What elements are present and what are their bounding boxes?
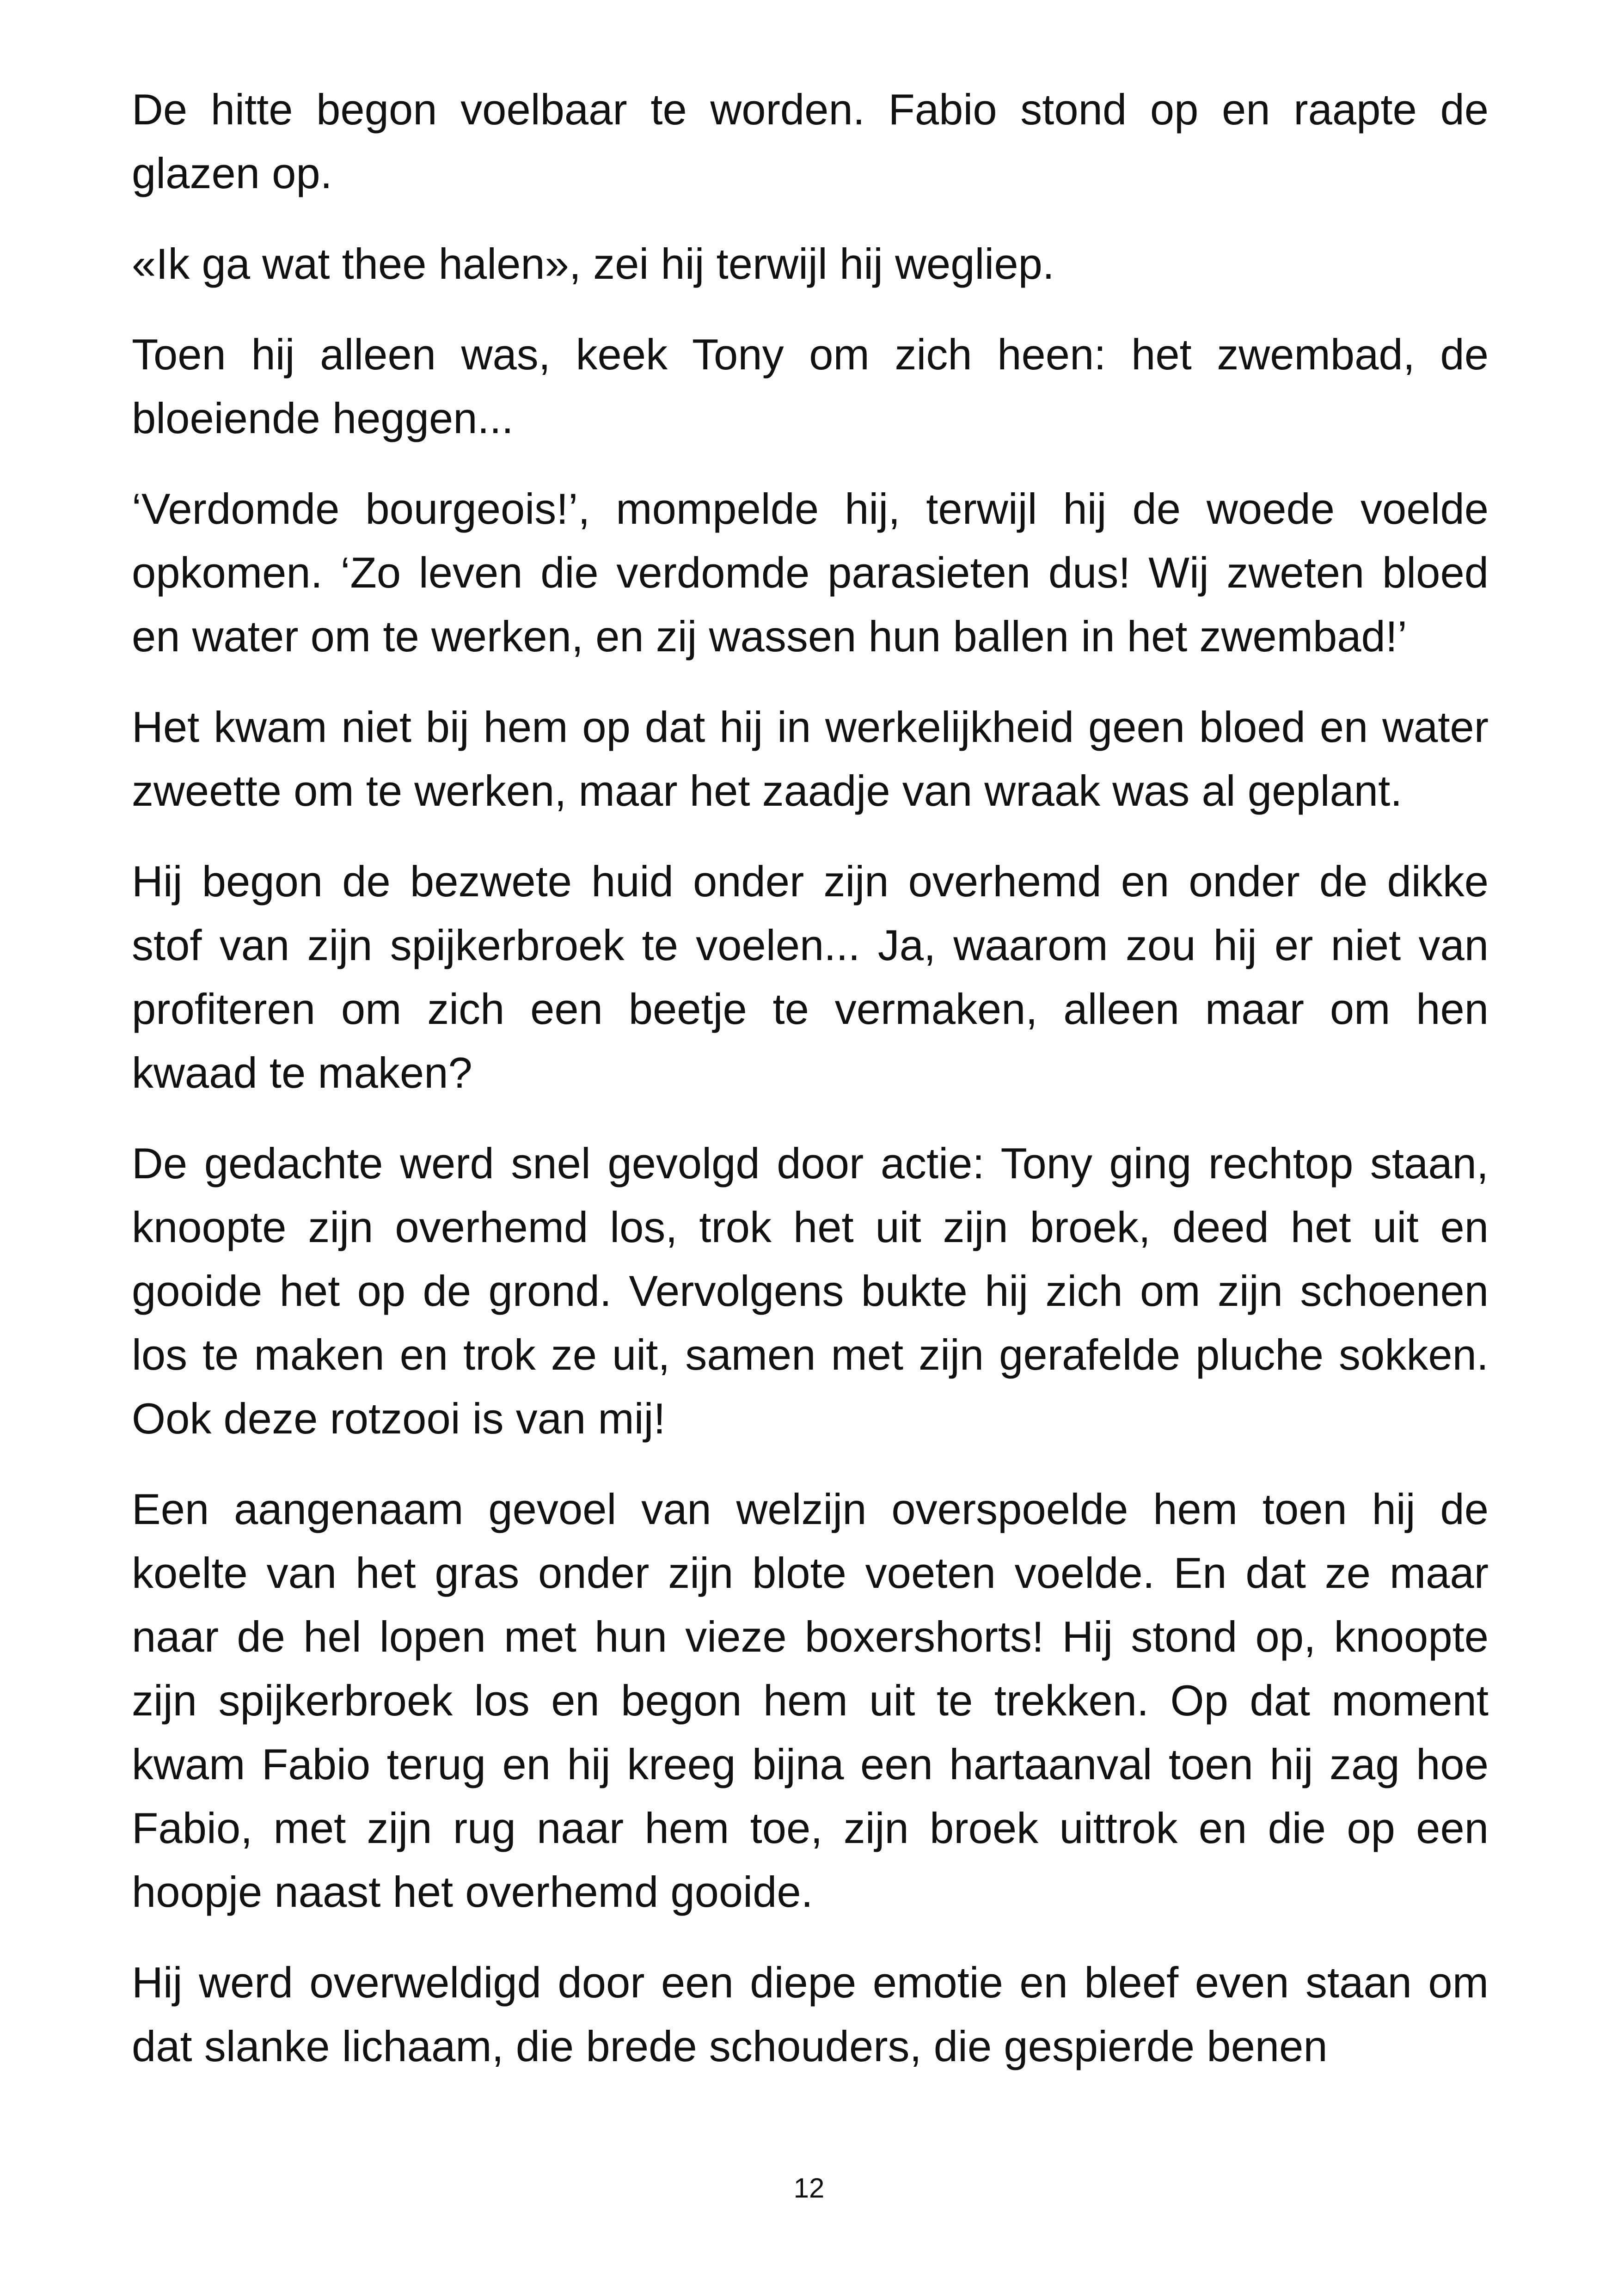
paragraph: Een aangenaam gevoel van welzijn overspoelde hem toen hij de koelte van het gras onder zijn blote voeten voelde. En dat ze maar naar de hel lopen met hun vieze boxershorts! Hij stond op, knoopte zijn spijkerbroek los en begon hem uit te trekken. Op dat moment kwam Fabio terug en hij kreeg bijna een hartaanval toen hij zag hoe Fabio, met zijn rug naar hem toe, zijn broek uittrok en die op een hoopje naast het overhemd gooide.	[132, 1485, 1489, 1916]
body-text	[132, 78, 1489, 2105]
paragraph: Toen hij alleen was, keek Tony om zich heen: het zwembad, de bloeiende heggen...	[132, 330, 1489, 442]
paragraph: «Ik ga wat thee halen», zei hij terwijl hij wegliep.	[132, 239, 1054, 288]
paragraph: Het kwam niet bij hem op dat hij in werkelijkheid geen bloed en water zweette om te werken, maar het zaadje van wraak was al geplant.	[132, 703, 1489, 815]
paragraph: ‘Verdomde bourgeois!’, mompelde hij, terwijl hij de woede voelde opkomen. ‘Zo leven die verdomde parasieten dus! Wij zweten bloed en water om te werken, en zij wassen hun ballen in het zwembad!’	[132, 484, 1489, 661]
paragraph: Hij werd overweldigd door een diepe emotie en bleef even staan om dat slanke lichaam, die brede schouders, die gespierde benen	[132, 1958, 1489, 2070]
paragraph: De gedachte werd snel gevolgd door actie: Tony ging rechtop staan, knoopte zijn overhemd los, trok het uit zijn broek, deed het uit en gooide het op de grond. Vervolgens bukte hij zich om zijn schoenen los te maken en trok ze uit, samen met zijn gerafelde pluche sokken. Ook deze rotzooi is van mij!	[132, 1139, 1489, 1443]
page-number: 12	[793, 2173, 825, 2204]
paragraph: De hitte begon voelbaar te worden. Fabio stond op en raapte de glazen op.	[132, 85, 1489, 197]
paragraph: Hij begon de bezwete huid onder zijn overhemd en onder de dikke stof van zijn spijkerbroek te voelen... Ja, waarom zou hij er niet van profiteren om zich een beetje te vermaken, alleen maar om hen kwaad te maken?	[132, 857, 1489, 1097]
